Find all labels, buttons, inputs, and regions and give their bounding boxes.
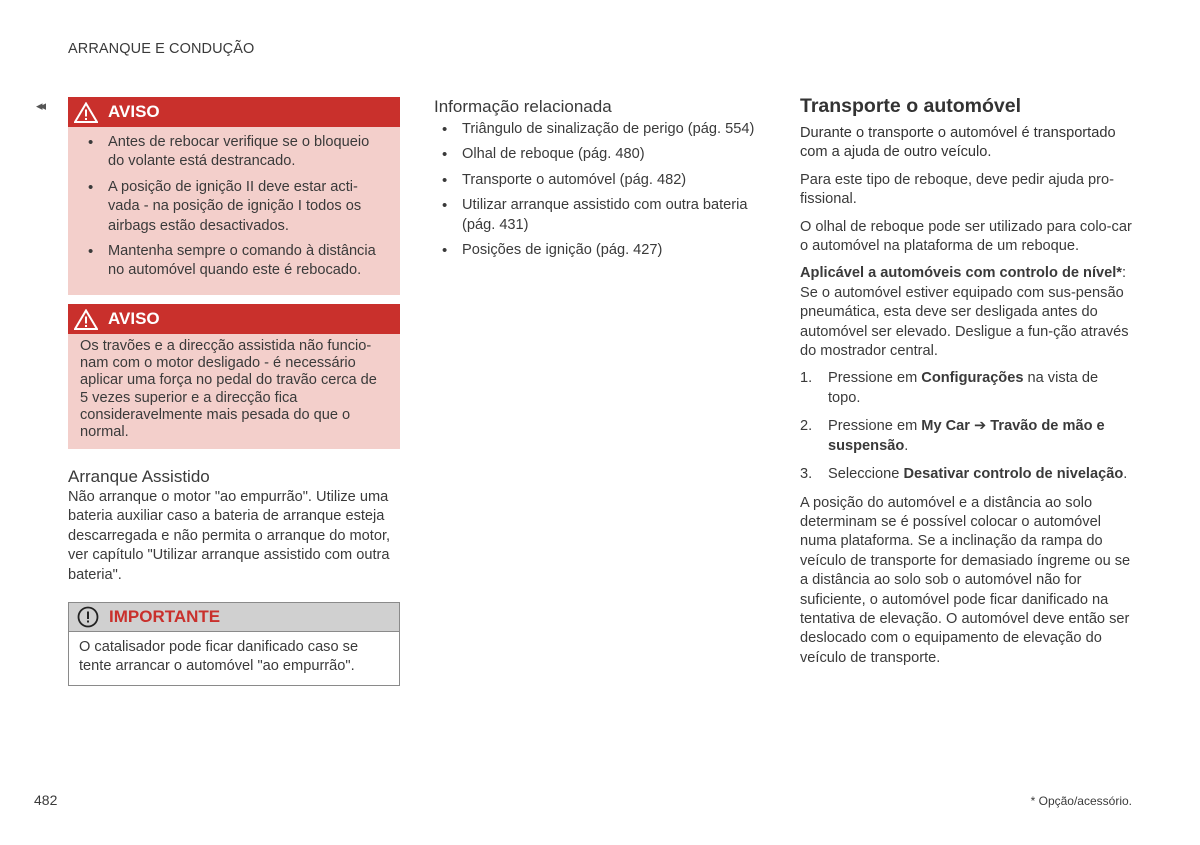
step-item bbox=[800, 417, 1134, 456]
applicability-text: : Se o automóvel estiver equipado com sus-pensão pneumática, esta deve ser desligada antes do automóvel ser elevado. Desligue a fun-ção através do mostrador central. bbox=[800, 265, 1129, 360]
related-link[interactable]: • Triângulo de sinalização de perigo (pág. 554) bbox=[434, 120, 766, 139]
transport-paragraph: A posição do automóvel e a distância ao solo determinam se é possível colocar o automóvel numa plataforma. Se a inclinação da rampa do veículo de transporte for demasiado íngreme ou se a distância ao solo sob o automóvel não for suficiente, o automóvel pode ficar danificado na tentativa de elevação. O automóvel deve então ser deslocado com o equipamento de elevação do veículo de transporte. bbox=[800, 494, 1131, 666]
step-number: 1. bbox=[800, 370, 813, 387]
menu-path: Configurações bbox=[921, 370, 1024, 387]
warning-box-1 bbox=[68, 97, 400, 295]
page-number: 482 bbox=[34, 792, 58, 808]
step-text: Seleccione bbox=[828, 466, 904, 483]
warning-item: • A posição de ignição II deve estar acti-vada - na posição de ignição I todos os airbags estão desactivados. bbox=[80, 178, 388, 236]
important-box bbox=[68, 602, 400, 686]
related-link[interactable]: • Transporte o automóvel (pág. 482) bbox=[434, 171, 766, 190]
menu-path: Desativar controlo de nivelação bbox=[903, 466, 1124, 483]
step-text: . bbox=[904, 437, 909, 454]
step-number: 3. bbox=[800, 466, 813, 483]
important-bar bbox=[69, 603, 399, 632]
related-heading: Informação relacionada bbox=[434, 97, 612, 116]
warning-title: AVISO bbox=[108, 102, 160, 122]
related-link[interactable]: • Utilizar arranque assistido com outra bateria (pág. 431) bbox=[434, 196, 766, 235]
important-title: IMPORTANTE bbox=[109, 607, 221, 627]
transport-section bbox=[800, 94, 1134, 676]
related-info-section bbox=[434, 96, 766, 266]
footnote: * Opção/acessório. bbox=[1030, 794, 1132, 808]
transport-paragraph: Para este tipo de reboque, deve pedir ajuda pro-fissional. bbox=[800, 171, 1114, 208]
warning-bar bbox=[68, 304, 400, 334]
applicability-label: Aplicável a automóveis com controlo de nível* bbox=[800, 265, 1122, 282]
warning-body bbox=[68, 127, 400, 295]
section-heading: Arranque Assistido bbox=[68, 467, 210, 486]
menu-path: My Car ➔ Travão de mão e suspensão bbox=[828, 418, 1105, 454]
warning-body: Os travões e a direcção assistida não funcio-nam com o motor desligado - é necessário aplicar uma força no pedal do travão cerca de 5 vezes superior e a direcção fica consideravelmente mais pesada do que o normal. bbox=[68, 334, 400, 449]
exclamation-circle-icon bbox=[77, 606, 99, 628]
warning-item: • Mantenha sempre o comando à distância no automóvel quando este é rebocado. bbox=[80, 242, 388, 281]
warning-bar bbox=[68, 97, 400, 127]
assisted-start-section bbox=[68, 466, 400, 585]
step-text: . bbox=[1123, 466, 1128, 483]
steps-list bbox=[800, 369, 1134, 484]
step-text: Pressione em bbox=[828, 418, 922, 435]
transport-lead: Durante o transporte o automóvel é transportado com a ajuda de outro veículo. bbox=[800, 125, 1116, 161]
step-item bbox=[800, 465, 1134, 484]
warning-box-2 bbox=[68, 304, 400, 449]
continued-from-previous-icon: ◂◂ bbox=[36, 98, 44, 113]
step-number: 2. bbox=[800, 418, 813, 435]
transport-paragraph bbox=[800, 264, 1134, 361]
warning-triangle-icon bbox=[74, 102, 98, 123]
warning-triangle-icon bbox=[74, 309, 98, 330]
important-body: O catalisador pode ficar danificado caso se tente arrancar o automóvel "ao empurrão". bbox=[79, 639, 359, 675]
assisted-start-text: Não arranque o motor "ao empurrão". Utilize uma bateria auxiliar caso a bateria de arranque esteja descarregada e não permita o arranque do motor, ver capítulo "Utilizar arranque assistido com outra bateria". bbox=[68, 489, 391, 583]
step-text: Pressione em bbox=[828, 370, 922, 387]
warning-title: AVISO bbox=[108, 309, 160, 329]
related-link[interactable]: • Olhal de reboque (pág. 480) bbox=[434, 145, 766, 164]
warning-item: • Antes de rebocar verifique se o bloqueio do volante está destrancado. bbox=[80, 133, 388, 172]
section-header: ARRANQUE E CONDUÇÃO bbox=[68, 41, 255, 57]
step-item bbox=[800, 369, 1134, 408]
transport-title: Transporte o automóvel bbox=[800, 95, 1022, 117]
related-link[interactable]: • Posições de ignição (pág. 427) bbox=[434, 241, 766, 260]
step-text: na vista de topo. bbox=[828, 370, 1099, 406]
transport-paragraph: O olhal de reboque pode ser utilizado para colo-car o automóvel na plataforma de um reboque. bbox=[800, 218, 1132, 255]
